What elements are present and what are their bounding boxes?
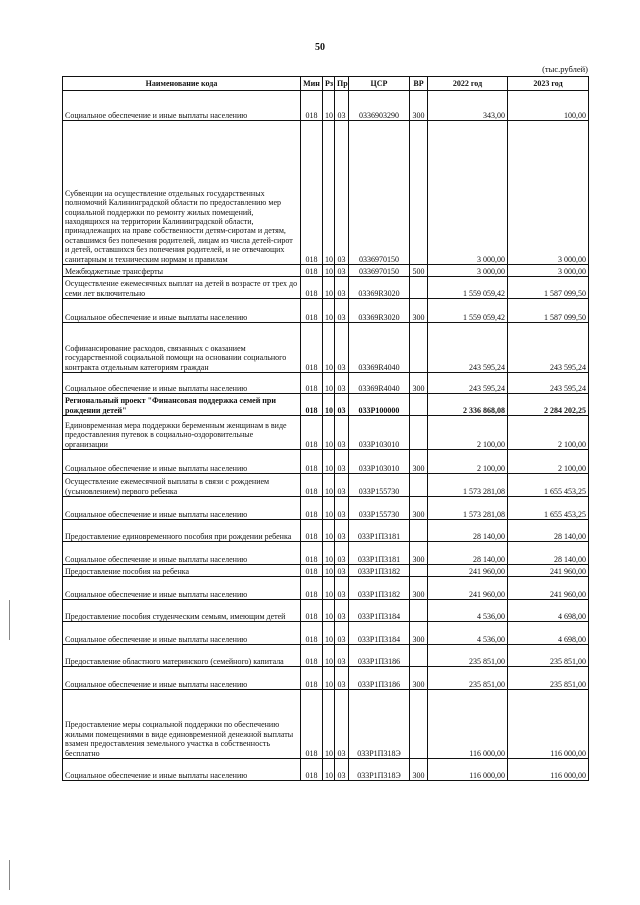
cell-pr: 03: [335, 277, 349, 299]
cell-rz: 10: [323, 323, 335, 373]
cell-name: Социальное обеспечение и иные выплаты населению: [63, 373, 301, 394]
cell-pr: 03: [335, 323, 349, 373]
cell-2023: 116 000,00: [508, 690, 589, 759]
cell-rz: 10: [323, 373, 335, 394]
cell-vr: 300: [410, 542, 428, 565]
cell-2022: 116 000,00: [428, 690, 508, 759]
scan-edge-mark: [9, 860, 10, 890]
cell-csr: 033P103010: [349, 416, 410, 450]
cell-rz: 10: [323, 416, 335, 450]
cell-csr: 03369R3020: [349, 277, 410, 299]
cell-2023: 116 000,00: [508, 759, 589, 781]
cell-pr: 03: [335, 600, 349, 622]
cell-vr: 300: [410, 622, 428, 645]
cell-name: Осуществление ежемесячной выплаты в связи с рождением (усыновлением) первого ребенка: [63, 474, 301, 497]
cell-2023: 241 960,00: [508, 565, 589, 577]
cell-vr: [410, 394, 428, 416]
cell-2022: 243 595,24: [428, 373, 508, 394]
cell-vr: 300: [410, 759, 428, 781]
cell-vr: 300: [410, 299, 428, 323]
cell-name: Региональный проект "Финансовая поддержка семей при рождении детей": [63, 394, 301, 416]
cell-name: Предоставление областного материнского (семейного) капитала: [63, 645, 301, 667]
table-row: [63, 373, 589, 394]
cell-min: 018: [301, 622, 323, 645]
cell-rz: 10: [323, 520, 335, 542]
cell-rz: 10: [323, 299, 335, 323]
scan-edge-mark: [9, 600, 10, 640]
cell-2023: 2 100,00: [508, 416, 589, 450]
cell-vr: 300: [410, 91, 428, 121]
table-row: [63, 91, 589, 121]
cell-rz: 10: [323, 542, 335, 565]
table-row: [63, 667, 589, 690]
cell-csr: 033Р1П3182: [349, 577, 410, 600]
table-row: [63, 690, 589, 759]
table-row: [63, 645, 589, 667]
cell-min: 018: [301, 667, 323, 690]
cell-2022: 28 140,00: [428, 542, 508, 565]
cell-name: Предоставление пособия студенческим семьям, имеющим детей: [63, 600, 301, 622]
cell-csr: 03369R4040: [349, 323, 410, 373]
cell-2022: 1 573 281,08: [428, 474, 508, 497]
cell-pr: 03: [335, 542, 349, 565]
table-row: [63, 542, 589, 565]
cell-name: Осуществление ежемесячных выплат на детей в возрасте от трех до семи лет включительно: [63, 277, 301, 299]
cell-2023: 1 587 099,50: [508, 299, 589, 323]
cell-name: Социальное обеспечение и иные выплаты населению: [63, 542, 301, 565]
cell-name: Софинансирование расходов, связанных с оказанием государственной социальной помощи на основании социального контракта отдельным категориям граждан: [63, 323, 301, 373]
cell-pr: 03: [335, 577, 349, 600]
header-name: Наименование кода: [63, 77, 301, 91]
cell-pr: 03: [335, 394, 349, 416]
cell-name: Предоставление пособия на ребенка: [63, 565, 301, 577]
table-row: [63, 394, 589, 416]
table-row: [63, 299, 589, 323]
cell-2022: 2 100,00: [428, 450, 508, 474]
table-row: [63, 416, 589, 450]
cell-2022: 4 536,00: [428, 622, 508, 645]
cell-2023: 243 595,24: [508, 373, 589, 394]
cell-csr: 033P103010: [349, 450, 410, 474]
cell-2023: 235 851,00: [508, 645, 589, 667]
cell-name: Социальное обеспечение и иные выплаты населению: [63, 450, 301, 474]
cell-csr: 033Р1П318Э: [349, 759, 410, 781]
cell-min: 018: [301, 121, 323, 265]
table-row: [63, 277, 589, 299]
cell-2023: 1 655 453,25: [508, 474, 589, 497]
cell-csr: 033Р1П3182: [349, 565, 410, 577]
cell-vr: [410, 323, 428, 373]
cell-pr: 03: [335, 520, 349, 542]
cell-vr: [410, 565, 428, 577]
cell-name: Предоставление единовременного пособия при рождении ребенка: [63, 520, 301, 542]
table-row: [63, 265, 589, 277]
cell-pr: 03: [335, 474, 349, 497]
cell-2022: 235 851,00: [428, 645, 508, 667]
cell-2023: 2 100,00: [508, 450, 589, 474]
cell-rz: 10: [323, 690, 335, 759]
cell-pr: 03: [335, 265, 349, 277]
table-row: [63, 622, 589, 645]
cell-name: Субвенции на осуществление отдельных государственных полномочий Калининградской области по предоставлению мер социальной поддержки по ремонту жилых помещений, находящихся на территории Калининградской области, принадлежащих на праве собственности детям-сиротам и детям, оставшимся без попечения родителей, лицам из числа детей-сирот и детей, оставшихся без попечения родителей, и не отвечающих санитарным и техническим нормам и правилам: [63, 121, 301, 265]
cell-min: 018: [301, 373, 323, 394]
cell-2023: 28 140,00: [508, 542, 589, 565]
table-row: [63, 323, 589, 373]
cell-vr: [410, 600, 428, 622]
table-row: [63, 759, 589, 781]
table-row: [63, 600, 589, 622]
cell-csr: 033Р1П3184: [349, 622, 410, 645]
cell-2022: 2 100,00: [428, 416, 508, 450]
cell-vr: 300: [410, 373, 428, 394]
cell-pr: 03: [335, 121, 349, 265]
cell-csr: 0336970150: [349, 265, 410, 277]
cell-vr: [410, 645, 428, 667]
cell-2023: 4 698,00: [508, 600, 589, 622]
cell-csr: 033Р1П3186: [349, 667, 410, 690]
cell-2022: 241 960,00: [428, 565, 508, 577]
table-row: [63, 520, 589, 542]
cell-min: 018: [301, 542, 323, 565]
cell-2022: 3 000,00: [428, 121, 508, 265]
cell-min: 018: [301, 394, 323, 416]
cell-name: Социальное обеспечение и иные выплаты населению: [63, 759, 301, 781]
cell-csr: 033Р1П3181: [349, 520, 410, 542]
cell-pr: 03: [335, 373, 349, 394]
cell-name: Социальное обеспечение и иные выплаты населению: [63, 622, 301, 645]
cell-rz: 10: [323, 265, 335, 277]
cell-pr: 03: [335, 91, 349, 121]
header-2023: 2023 год: [508, 77, 589, 91]
cell-2022: 1 559 059,42: [428, 299, 508, 323]
cell-2023: 100,00: [508, 91, 589, 121]
cell-rz: 10: [323, 394, 335, 416]
cell-2023: 4 698,00: [508, 622, 589, 645]
cell-2023: 2 284 202,25: [508, 394, 589, 416]
cell-vr: 300: [410, 497, 428, 520]
cell-name: Социальное обеспечение и иные выплаты населению: [63, 299, 301, 323]
cell-min: 018: [301, 600, 323, 622]
table-row: [63, 474, 589, 497]
cell-name: Межбюджетные трансферты: [63, 265, 301, 277]
cell-rz: 10: [323, 645, 335, 667]
cell-2022: 235 851,00: [428, 667, 508, 690]
cell-vr: 300: [410, 577, 428, 600]
cell-2022: 343,00: [428, 91, 508, 121]
cell-vr: [410, 121, 428, 265]
cell-pr: 03: [335, 667, 349, 690]
cell-min: 018: [301, 645, 323, 667]
header-pr: Пр: [335, 77, 349, 91]
cell-name: Предоставление меры социальной поддержки по обеспечению жилыми помещениями в виде единовременной денежной выплаты взамен предоставления земельного участка в собственность бесплатно: [63, 690, 301, 759]
cell-pr: 03: [335, 299, 349, 323]
cell-vr: 500: [410, 265, 428, 277]
header-rz: Рз: [323, 77, 335, 91]
cell-name: Социальное обеспечение и иные выплаты населению: [63, 667, 301, 690]
cell-2023: 1 655 453,25: [508, 497, 589, 520]
table-header-row: [63, 77, 589, 91]
cell-vr: [410, 277, 428, 299]
cell-csr: 033P155730: [349, 474, 410, 497]
cell-rz: 10: [323, 121, 335, 265]
cell-pr: 03: [335, 450, 349, 474]
cell-csr: 033P155730: [349, 497, 410, 520]
cell-vr: [410, 520, 428, 542]
cell-name: Социальное обеспечение и иные выплаты населению: [63, 497, 301, 520]
cell-vr: [410, 474, 428, 497]
table-row: [63, 497, 589, 520]
cell-rz: 10: [323, 474, 335, 497]
cell-name: Социальное обеспечение и иные выплаты населению: [63, 91, 301, 121]
cell-min: 018: [301, 474, 323, 497]
cell-min: 018: [301, 323, 323, 373]
cell-2022: 1 573 281,08: [428, 497, 508, 520]
cell-rz: 10: [323, 450, 335, 474]
cell-csr: 033Р1П3184: [349, 600, 410, 622]
cell-2023: 235 851,00: [508, 667, 589, 690]
cell-2022: 241 960,00: [428, 577, 508, 600]
cell-vr: 300: [410, 667, 428, 690]
cell-min: 018: [301, 450, 323, 474]
cell-2022: 28 140,00: [428, 520, 508, 542]
cell-csr: 0336970150: [349, 121, 410, 265]
cell-min: 018: [301, 265, 323, 277]
cell-rz: 10: [323, 565, 335, 577]
cell-min: 018: [301, 565, 323, 577]
cell-csr: 033P100000: [349, 394, 410, 416]
cell-2022: 2 336 868,08: [428, 394, 508, 416]
cell-name: Социальное обеспечение и иные выплаты населению: [63, 577, 301, 600]
cell-2022: 3 000,00: [428, 265, 508, 277]
cell-2023: 243 595,24: [508, 323, 589, 373]
cell-2022: 4 536,00: [428, 600, 508, 622]
budget-table: [62, 76, 589, 781]
table-row: [63, 565, 589, 577]
cell-min: 018: [301, 277, 323, 299]
cell-pr: 03: [335, 565, 349, 577]
cell-csr: 0336903290: [349, 91, 410, 121]
table-row: [63, 121, 589, 265]
cell-2022: 116 000,00: [428, 759, 508, 781]
cell-vr: [410, 690, 428, 759]
cell-min: 018: [301, 690, 323, 759]
cell-rz: 10: [323, 622, 335, 645]
table-row: [63, 450, 589, 474]
cell-pr: 03: [335, 690, 349, 759]
cell-min: 018: [301, 91, 323, 121]
cell-rz: 10: [323, 497, 335, 520]
header-2022: 2022 год: [428, 77, 508, 91]
header-min: Мин: [301, 77, 323, 91]
cell-rz: 10: [323, 577, 335, 600]
cell-2023: 3 000,00: [508, 121, 589, 265]
cell-rz: 10: [323, 759, 335, 781]
cell-2023: 241 960,00: [508, 577, 589, 600]
cell-pr: 03: [335, 645, 349, 667]
cell-pr: 03: [335, 759, 349, 781]
cell-pr: 03: [335, 622, 349, 645]
cell-min: 018: [301, 577, 323, 600]
cell-2022: 1 559 059,42: [428, 277, 508, 299]
cell-vr: [410, 416, 428, 450]
cell-name: Единовременная мера поддержки беременным женщинам в виде предоставления путевок в социально-оздоровительные организации: [63, 416, 301, 450]
cell-vr: 300: [410, 450, 428, 474]
cell-2023: 28 140,00: [508, 520, 589, 542]
cell-min: 018: [301, 520, 323, 542]
header-csr: ЦСР: [349, 77, 410, 91]
page-number: 50: [315, 42, 325, 53]
cell-min: 018: [301, 497, 323, 520]
table-row: [63, 577, 589, 600]
cell-rz: 10: [323, 91, 335, 121]
cell-min: 018: [301, 759, 323, 781]
cell-csr: 033Р1П318Э: [349, 690, 410, 759]
cell-2023: 3 000,00: [508, 265, 589, 277]
cell-csr: 03369R3020: [349, 299, 410, 323]
table-body: [63, 91, 589, 781]
units-label: (тыс.рублей): [542, 64, 588, 74]
cell-pr: 03: [335, 497, 349, 520]
cell-pr: 03: [335, 416, 349, 450]
cell-csr: 033Р1П3181: [349, 542, 410, 565]
cell-2022: 243 595,24: [428, 323, 508, 373]
cell-rz: 10: [323, 277, 335, 299]
cell-csr: 033Р1П3186: [349, 645, 410, 667]
cell-min: 018: [301, 299, 323, 323]
cell-rz: 10: [323, 667, 335, 690]
cell-csr: 03369R4040: [349, 373, 410, 394]
cell-rz: 10: [323, 600, 335, 622]
cell-min: 018: [301, 416, 323, 450]
header-vr: ВР: [410, 77, 428, 91]
cell-2023: 1 587 099,50: [508, 277, 589, 299]
